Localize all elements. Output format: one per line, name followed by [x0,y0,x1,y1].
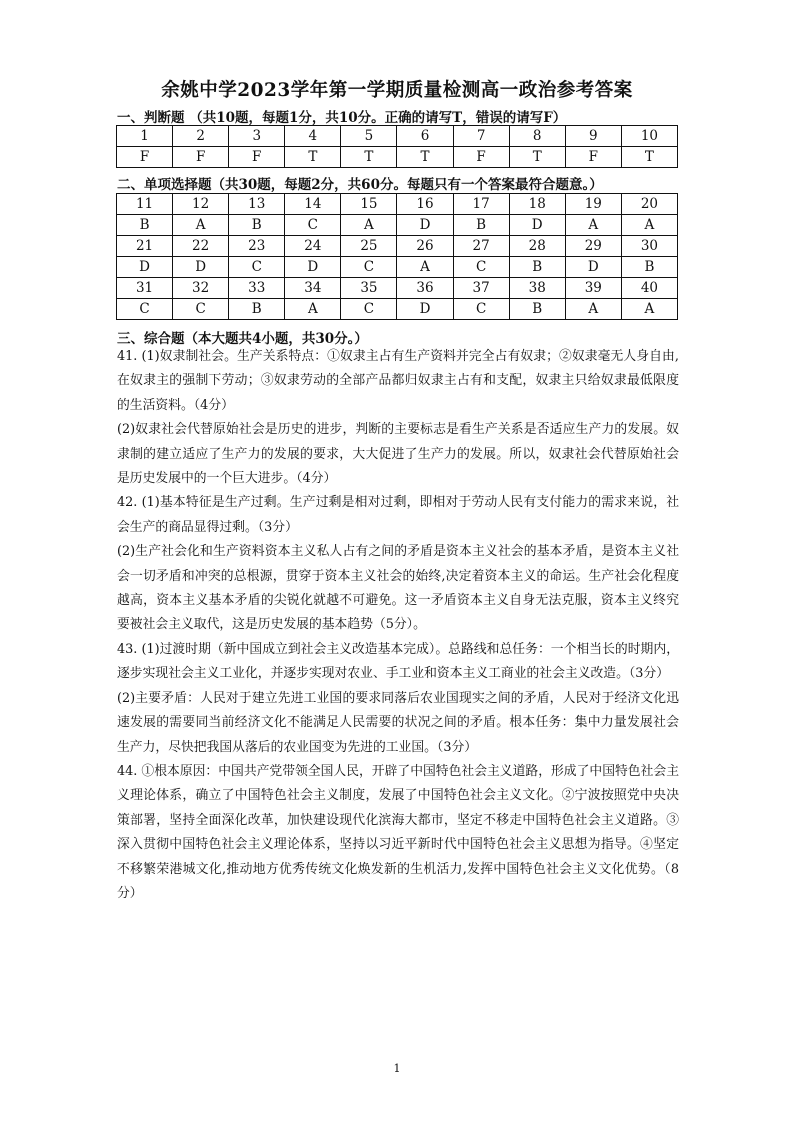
table-cell: 10 [621,126,677,147]
answer-42-2: (2)生产社会化和生产资料资本主义私人占有之间的矛盾是资本主义社会的基本矛盾，是资本主义社会一切矛盾和冲突的总根源，贯穿于资本主义社会的始终,决定着资本主义的命运。生产社会化程度越高，资本主义基本矛盾的尖锐化就越不可避免。这一矛盾资本主义自身无法克服，资本主义终究要被社会主义取代，这是历史发展的基本趋势（5分）。 [117,544,679,633]
table-cell: 1 [117,126,173,147]
answer-42-1: 42. (1)基本特征是生产过剩。生产过剩是相对过剩，即相对于劳动人民有支付能力的需求来说，社会生产的商品显得过剩。（3分） [117,495,679,535]
table-cell: 39 [565,278,621,299]
table-cell: B [621,257,677,278]
table-cell: B [509,299,565,320]
answer-43-2: (2)主要矛盾：人民对于建立先进工业国的要求同落后农业国现实之间的矛盾，人民对于经济文化迅速发展的需要同当前经济文化不能满足人民需要的状况之间的矛盾。根本任务：集中力量发展社会生产力，尽快把我国从落后的农业国变为先进的工业国。（3分） [117,690,679,755]
table-cell: T [285,147,341,168]
table-cell: 9 [565,126,621,147]
table-cell: 4 [285,126,341,147]
table-cell: 15 [341,194,397,215]
table-cell: 16 [397,194,453,215]
table-cell: A [285,299,341,320]
table-cell: 35 [341,278,397,299]
table-cell: 34 [285,278,341,299]
table-cell: D [397,215,453,236]
table-cell: 36 [397,278,453,299]
table-cell: 31 [117,278,173,299]
table-cell: C [285,215,341,236]
table-row [117,126,678,147]
table-cell: B [229,215,285,236]
table-cell: 6 [397,126,453,147]
table-cell: 2 [173,126,229,147]
table-cell: B [229,299,285,320]
table-cell: F [117,147,173,168]
table-cell: 33 [229,278,285,299]
table-cell: 13 [229,194,285,215]
table-cell: A [621,299,677,320]
table-cell: 22 [173,236,229,257]
page-title: 余姚中学2023学年第一学期质量检测高一政治参考答案 [161,80,633,101]
table-cell: 28 [509,236,565,257]
table-row [117,147,678,168]
table-cell: T [621,147,677,168]
table-cell: A [621,215,677,236]
judgment-answer-table [116,125,678,168]
table-cell: A [341,215,397,236]
table-cell: A [565,299,621,320]
table-cell: 14 [285,194,341,215]
table-cell: 8 [509,126,565,147]
table-cell: 27 [453,236,509,257]
table-cell: 23 [229,236,285,257]
table-cell: T [509,147,565,168]
table-cell: F [229,147,285,168]
table-cell: 11 [117,194,173,215]
table-row [117,236,678,257]
page-number: 1 [393,1062,401,1075]
table-cell: A [565,215,621,236]
table-cell: 20 [621,194,677,215]
table-cell: D [565,257,621,278]
table-cell: C [229,257,285,278]
table-cell: 12 [173,194,229,215]
table-cell: T [397,147,453,168]
table-cell: 17 [453,194,509,215]
table-cell: A [173,215,229,236]
table-cell: C [117,299,173,320]
table-cell: D [117,257,173,278]
table-cell: C [453,257,509,278]
table-cell: C [341,257,397,278]
table-cell: F [453,147,509,168]
table-cell: B [453,215,509,236]
table-row [117,278,678,299]
table-cell: B [509,257,565,278]
table-cell: F [565,147,621,168]
answer-41-2: (2)奴隶社会代替原始社会是历史的进步，判断的主要标志是看生产关系是否适应生产力的发展。奴隶制的建立适应了生产力的发展的要求，大大促进了生产力的发展。所以，奴隶社会代替原始社会是历史发展中的一个巨大进步。（4分） [117,422,679,487]
section3-heading: 三、综合题（本大题共4小题，共30分。） [117,331,368,347]
table-cell: D [397,299,453,320]
table-cell: D [285,257,341,278]
answer-43-1: 43. (1)过渡时期（新中国成立到社会主义改造基本完成）。总路线和总任务：一个相当长的时期内，逐步实现社会主义工业化，并逐步实现对农业、手工业和资本主义工商业的社会主义改造。（3分） [117,641,679,682]
table-cell: F [173,147,229,168]
table-row [117,215,678,236]
table-cell: 5 [341,126,397,147]
table-cell: 32 [173,278,229,299]
table-cell: 7 [453,126,509,147]
table-cell: 25 [341,236,397,257]
table-cell: A [397,257,453,278]
table-cell: C [341,299,397,320]
answer-44: 44. ①根本原因：中国共产党带领全国人民，开辟了中国特色社会主义道路，形成了中国特色社会主义理论体系，确立了中国特色社会主义制度，发展了中国特色社会主义文化。②宁波按照党中央决策部署，坚持全面深化改革，加快建设现代化滨海大都市，坚定不移走中国特色社会主义道路。③深入贯彻中国特色社会主义理论体系，坚持以习近平新时代中国特色社会主义思想为指导。④坚定不移繁荣港城文化,推动地方优秀传统文化焕发新的生机活力,发挥中国特色社会主义文化优势。（8分） [117,763,679,901]
table-cell: 29 [565,236,621,257]
table-cell: 19 [565,194,621,215]
choice-answer-table [116,193,678,320]
table-cell: T [341,147,397,168]
table-cell: D [173,257,229,278]
table-cell: 26 [397,236,453,257]
table-row [117,194,678,215]
answer-41-1: 41. (1)奴隶制社会。生产关系特点：①奴隶主占有生产资料并完全占有奴隶；②奴隶毫无人身自由,在奴隶主的强制下劳动；③奴隶劳动的全部产品都归奴隶主占有和支配，奴隶主只给奴隶最低限度的生活资料。（4分） [117,349,679,413]
table-cell: C [173,299,229,320]
table-cell: 40 [621,278,677,299]
table-row [117,257,678,278]
table-row [117,299,678,320]
table-cell: 24 [285,236,341,257]
section2-heading: 二、单项选择题（共30题，每题2分，共60分。每题只有一个答案最符合题意。） [117,177,603,193]
section1-heading: 一、判断题 （共10题，每题1分，共10分。正确的请写T，错误的请写F） [117,110,567,126]
table-cell: B [117,215,173,236]
table-cell: C [453,299,509,320]
table-cell: 18 [509,194,565,215]
table-cell: 3 [229,126,285,147]
table-cell: 38 [509,278,565,299]
table-cell: 37 [453,278,509,299]
table-cell: 21 [117,236,173,257]
comprehensive-answers [117,345,679,906]
table-cell: D [509,215,565,236]
table-cell: 30 [621,236,677,257]
